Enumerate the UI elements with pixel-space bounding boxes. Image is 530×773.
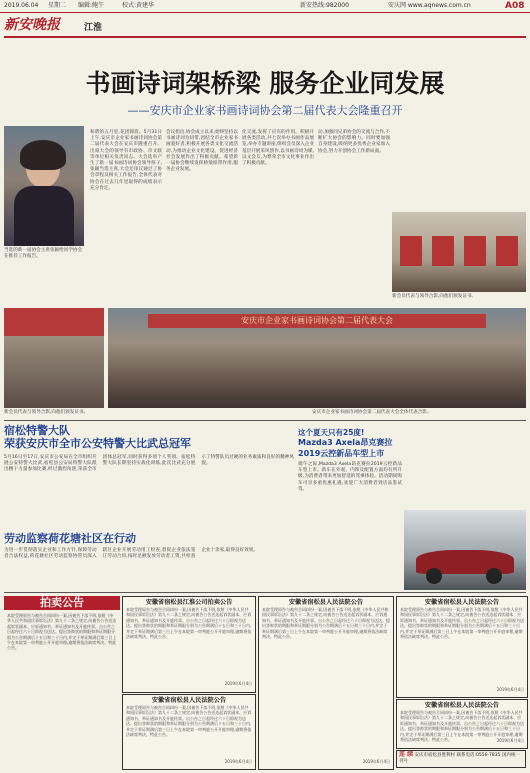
header-date: 2019.06.04: [4, 2, 39, 9]
lead-body-col2: 会议指出,协会成立以来,始终坚持以书画诗词为纽带,团结全市企业家书画爱好者,积极开展各类文化交流活动,为推动企业文化建设、促进经济社会发展作出了积极贡献。希望新一届协会继续发挥桥梁纽带作用,服务企业发展。: [166, 130, 238, 173]
ad-box-2: [122, 694, 256, 770]
photo-group: [108, 308, 526, 408]
ad-box-4-title: 安徽省宿松县人民法院公告: [424, 599, 500, 606]
photo3-caption: 新会员代表与领导合影,向他们颁发证书。: [392, 294, 477, 299]
footer-note: [396, 750, 526, 768]
photo-car: [404, 510, 526, 590]
ad-box-3-body: 本院受理原告与被告合同纠纷一案,因被告下落不明,依照《中华人民共和国民事诉讼法》第九十二条之规定,向被告公告送达起诉状副本、应诉通知书、举证通知书及开庭传票。自公告之日起经过六十日即视为送达。提出答辩状的期限和举证期限分别为公告期满后十五日和三十日内,并定于举证期满后第三日上午在本院第一审判庭公开开庭审理,逾期将依法缺席判决。特此公告。: [262, 607, 390, 640]
photo1-caption: 当选的新一届协会主席张颖给同学协会在推荐工作报告。: [4, 248, 83, 259]
lead-subtitle: ——安庆市企业家书画诗词协会第二届代表大会隆重召开: [127, 104, 403, 117]
news1-title: 宿松特警大队: [4, 424, 70, 437]
ad-box-4-body: 本院受理原告与被告合同纠纷一案,因被告下落不明,依照《中华人民共和国民事诉讼法》第九十二条之规定,向被告公告送达起诉状副本、应诉通知书、举证通知书及开庭传票。自公告之日起经过六十日即视为送达。提出答辩状的期限和举证期限分别为公告期满后十五日和三十日内,并定于举证期满后第三日上午在本院第一审判庭公开开庭审理,逾期将依法缺席判决。特此公告。: [400, 607, 524, 640]
ad-box-1-title: 安徽省宿松县江淮公司拍卖公告: [145, 599, 233, 606]
header-editor: 编辑:鲍午: [78, 2, 105, 9]
ad-box-5-body: 本院受理原告与被告合同纠纷一案,因被告下落不明,依照《中华人民共和国民事诉讼法》第九十二条之规定,向被告公告送达起诉状副本、应诉通知书、举证通知书及开庭传票。自公告之日起经过六十日即视为送达。提出答辩状的期限和举证期限分别为公告期满后十五日和三十日内,并定于举证期满后第三日上午在本院第一审判庭公开开庭审理,逾期将依法缺席判决。特此公告。: [400, 710, 524, 743]
news1-body: 5月16日至17日,安庆市公安局在全市组织开展公安特警大比武,宿松县公安局特警大队派出精干力量参加比赛,经过激烈角逐,荣获全市团体总冠军,同时获得多项个人奖项。宿松特警大队长期坚持实战化训练,此次比武充分展示了特警队员过硬的业务素质和良好的精神风貌。: [4, 455, 294, 473]
car-wheel-front: [426, 568, 442, 584]
news2-body: 为进一步贯彻落实企业和工作方针,保障劳动者合法权益,荷花塘社区劳动监察协管员深入辖区企业开展劳动用工检查,督促企业依法签订劳动合同,按时足额发放劳动者工资,共检查企业十余家,取得良好效果。: [4, 548, 258, 560]
group-banner: 安庆市企业家书画诗词协会第二届代表大会: [148, 314, 486, 328]
page-header: [0, 0, 530, 12]
header-website: 安庆网 www.aqnews.com.cn: [388, 2, 471, 9]
lead-title: 书画诗词架桥梁 服务企业同发展: [85, 69, 445, 98]
photo-speaker: [4, 126, 84, 246]
photo4-caption: 新会员代表与领导合影,向他们颁发证书。: [4, 410, 89, 415]
news3-body: 端午之际,Mazda3 Axela昂克赛拉2019云控新品车型上市。新车在外观、内饰及配置方面均有所升级,为消费者带来更加舒适的驾乘体验。活动期间购车可享多重优惠礼遇,欢迎广大消费者到店品鉴试驾。: [298, 462, 402, 492]
news3-title3: 2019云控新品车型上市: [298, 449, 385, 458]
ad-box-1-body: 本院受理原告与被告合同纠纷一案,因被告下落不明,依照《中华人民共和国民事诉讼法》第九十二条之规定,向被告公告送达起诉状副本、应诉通知书、举证通知书及开庭传票。自公告之日起经过六十日即视为送达。提出答辩状的期限和举证期限分别为公告期满后十五日和三十日内,并定于举证期满后第三日上午在本院第一审判庭公开开庭审理,逾期将依法缺席判决。特此公告。: [126, 607, 252, 640]
ad-box-5-title: 安徽省宿松县人民法院公告: [424, 702, 500, 709]
photo-body: [14, 186, 74, 246]
ad-box-5: [396, 699, 528, 749]
ad-box-3-title: 安徽省宿松县人民法院公告: [288, 599, 364, 606]
lead-body-col4: 动,加强同兄弟协会的交流与合作,不断扩大协会的影响力。同时要加强自身建设,吸纳更多优秀企业家加入协会,努力开创协会工作新局面。: [318, 130, 390, 154]
certificate-3: [464, 236, 486, 266]
news1-title2: 荣获安庆市全市公安特警大比武总冠军: [4, 437, 191, 450]
photo2-caption: 安庆市企业家书画诗词协会第二届代表大会全体代表合影。: [312, 410, 432, 415]
header-rule: [0, 12, 530, 13]
footer-text: 安庆市宿松县胜利村 联系电话:0556-7835: [414, 753, 501, 758]
section-name: 江淮: [84, 23, 103, 33]
news3-title: 这个夏天只有25度!: [298, 428, 365, 437]
lead-body-col3: 化交流,发挥了应有的作用。积极开展各类活动,共七次举办书画作品展览,举办专题讲座,组织会员深入企业基层开展采风创作,以书画诗词为媒,以文会友,为繁荣全市文化事业作出了积极贡献。: [242, 130, 314, 167]
header-proofreader: 校式:黄建华: [122, 2, 155, 9]
certificate-4: [496, 236, 518, 266]
ad-box-4-date: 2019年6月4日: [496, 687, 524, 692]
ad-box-2-title: 安徽省宿松县人民法院公告: [151, 697, 227, 704]
ad-box-1: [122, 596, 256, 693]
header-weekday: 星期二: [48, 2, 67, 9]
ads-divider: [4, 592, 526, 593]
ad-box-5-date: 2019年6月4日: [496, 738, 524, 743]
ad-box-3: [258, 596, 394, 770]
header-hotline: 新安热线:982000: [300, 2, 349, 9]
ads-filler-col0: 本院受理原告与被告合同纠纷一案,因被告下落不明,依照《中华人民共和国民事诉讼法》第九十二条之规定,向被告公告送达起诉状副本、应诉通知书、举证通知书及开庭传票。自公告之日起经过六十日即视为送达。提出答辩状的期限和举证期限分别为公告期满后十五日和三十日内,并定于举证期满后第三日上午在本院第一审判庭公开开庭审理,逾期将依法缺席判决。特此公告。: [7, 613, 117, 651]
ad-box-2-date: 2019年6月4日: [224, 759, 252, 764]
footer-hotline: 国内统一刊号: [399, 753, 520, 764]
masthead-logo: 新安晚报: [4, 17, 60, 33]
photo-certificates: [392, 212, 526, 292]
page-number: A08: [505, 1, 525, 11]
lead-body-col1: 和谐的五月里,花团锦簇。5月31日上午,安庆市企业家书画诗词协会第二届代表大会在安庆市隆重召开。出席大会的领导有市政协、市文联等单位相关负责同志。大会选举产生了新一届书画诗词协会领导班子,张颖当选主席,大会还审议通过了协会章程及相关工作报告,全体代表对协会在过去几年里取得的成绩表示充分肯定。: [90, 130, 162, 191]
ads-header: 拍卖公告: [4, 596, 120, 610]
certificate-2: [432, 236, 454, 266]
ad-box-4: [396, 596, 528, 698]
section-divider: [4, 420, 526, 421]
footer-label: 连 续: [399, 751, 414, 758]
photo-leaders: [4, 308, 104, 408]
certificate-1: [400, 236, 422, 266]
ad-box-3-date: 2019年6月4日: [362, 759, 390, 764]
masthead-rule: [4, 36, 526, 38]
ad-box-1-date: 2019年6月4日: [224, 681, 252, 686]
car-wheel-rear: [486, 568, 502, 584]
news3-title2: Mazda3 Axela昂克赛拉: [298, 438, 393, 447]
ad-box-2-body: 本院受理原告与被告合同纠纷一案,因被告下落不明,依照《中华人民共和国民事诉讼法》第九十二条之规定,向被告公告送达起诉状副本、应诉通知书、举证通知书及开庭传票。自公告之日起经过六十日即视为送达。提出答辩状的期限和举证期限分别为公告期满后十五日和三十日内,并定于举证期满后第三日上午在本院第一审判庭公开开庭审理,逾期将依法缺席判决。特此公告。: [126, 705, 252, 738]
news2-title: 劳动监察荷花塘社区在行动: [4, 532, 136, 545]
photo-hair: [20, 140, 66, 170]
